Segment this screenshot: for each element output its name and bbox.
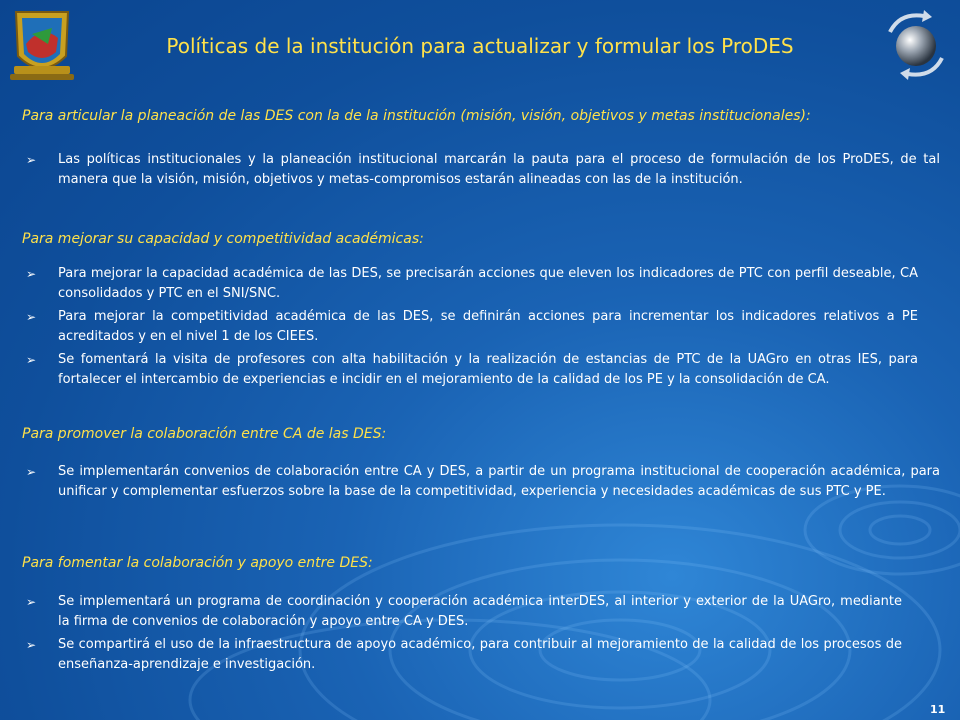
- bullet-text: Para mejorar la capacidad académica de las DES, se precisarán acciones que eleven los indicadores de PTC con perfil deseable, CA consolidados y PTC en el SNI/SNC.: [58, 266, 918, 301]
- bullet-arrow-icon: ➢: [26, 465, 37, 479]
- bullet-arrow-icon: ➢: [26, 638, 37, 652]
- section-bullets-colaboracion-ca: [22, 462, 940, 505]
- bullet-text: Las políticas institucionales y la planeación institucional marcarán la pauta para el proceso de formulación de los ProDES, de tal manera que la visión, misión, objetivos y metas-compromisos estarán alineadas con las de la institución.: [58, 152, 940, 187]
- university-crest-icon: [6, 4, 78, 84]
- slide-title: Políticas de la institución para actualizar y formular los ProDES: [166, 34, 794, 58]
- section-bullets-colaboracion-des: [22, 592, 902, 678]
- bullet-arrow-icon: ➢: [26, 310, 37, 324]
- list-item: [22, 462, 940, 502]
- bullet-arrow-icon: ➢: [26, 595, 37, 609]
- bullet-arrow-icon: ➢: [26, 267, 37, 281]
- list-item: [22, 307, 918, 347]
- bullet-arrow-icon: ➢: [26, 353, 37, 367]
- section-heading-capacidad: Para mejorar su capacidad y competitividad académicas:: [22, 231, 424, 247]
- bullet-text: Se fomentará la visita de profesores con alta habilitación y la realización de estancias de PTC de la UAGro en otras IES, para fortalecer el intercambio de experiencias e incidir en el mejoramiento de la calidad de los PE y la consolidación de CA.: [58, 352, 918, 387]
- section-heading-articular: Para articular la planeación de las DES con la de la institución (misión, visión, objetivos y metas institucionales):: [22, 108, 811, 124]
- list-item: [22, 592, 902, 632]
- bullet-text: Para mejorar la competitividad académica de las DES, se definirán acciones para incrementar los indicadores relativos a PE acreditados y en el nivel 1 de los CIEES.: [58, 309, 918, 344]
- section-heading-colaboracion-des: Para fomentar la colaboración y apoyo entre DES:: [22, 555, 373, 571]
- list-item: [22, 350, 918, 390]
- bullet-arrow-icon: ➢: [26, 153, 37, 167]
- list-item: [22, 150, 940, 190]
- page-number: 11: [930, 703, 946, 716]
- bullet-text: Se compartirá el uso de la infraestructura de apoyo académico, para contribuir al mejoramiento de la calidad de los procesos de enseñanza-aprendizaje e investigación.: [58, 637, 902, 672]
- list-item: [22, 264, 918, 304]
- bullet-text: Se implementarán convenios de colaboración entre CA y DES, a partir de un programa institucional de cooperación académica, para unificar y complementar esfuerzos sobre la base de la competitividad, experiencia y necesidades académicas de sus PTC y PE.: [58, 464, 940, 499]
- globe-arrows-icon: [880, 8, 952, 80]
- section-bullets-articular: [22, 150, 940, 193]
- bullet-text: Se implementará un programa de coordinación y cooperación académica interDES, al interior y exterior de la UAGro, mediante la firma de convenios de colaboración y apoyo entre CA y DES.: [58, 594, 902, 629]
- section-heading-colaboracion-ca: Para promover la colaboración entre CA de las DES:: [22, 426, 387, 442]
- list-item: [22, 635, 902, 675]
- section-bullets-capacidad: [22, 264, 918, 393]
